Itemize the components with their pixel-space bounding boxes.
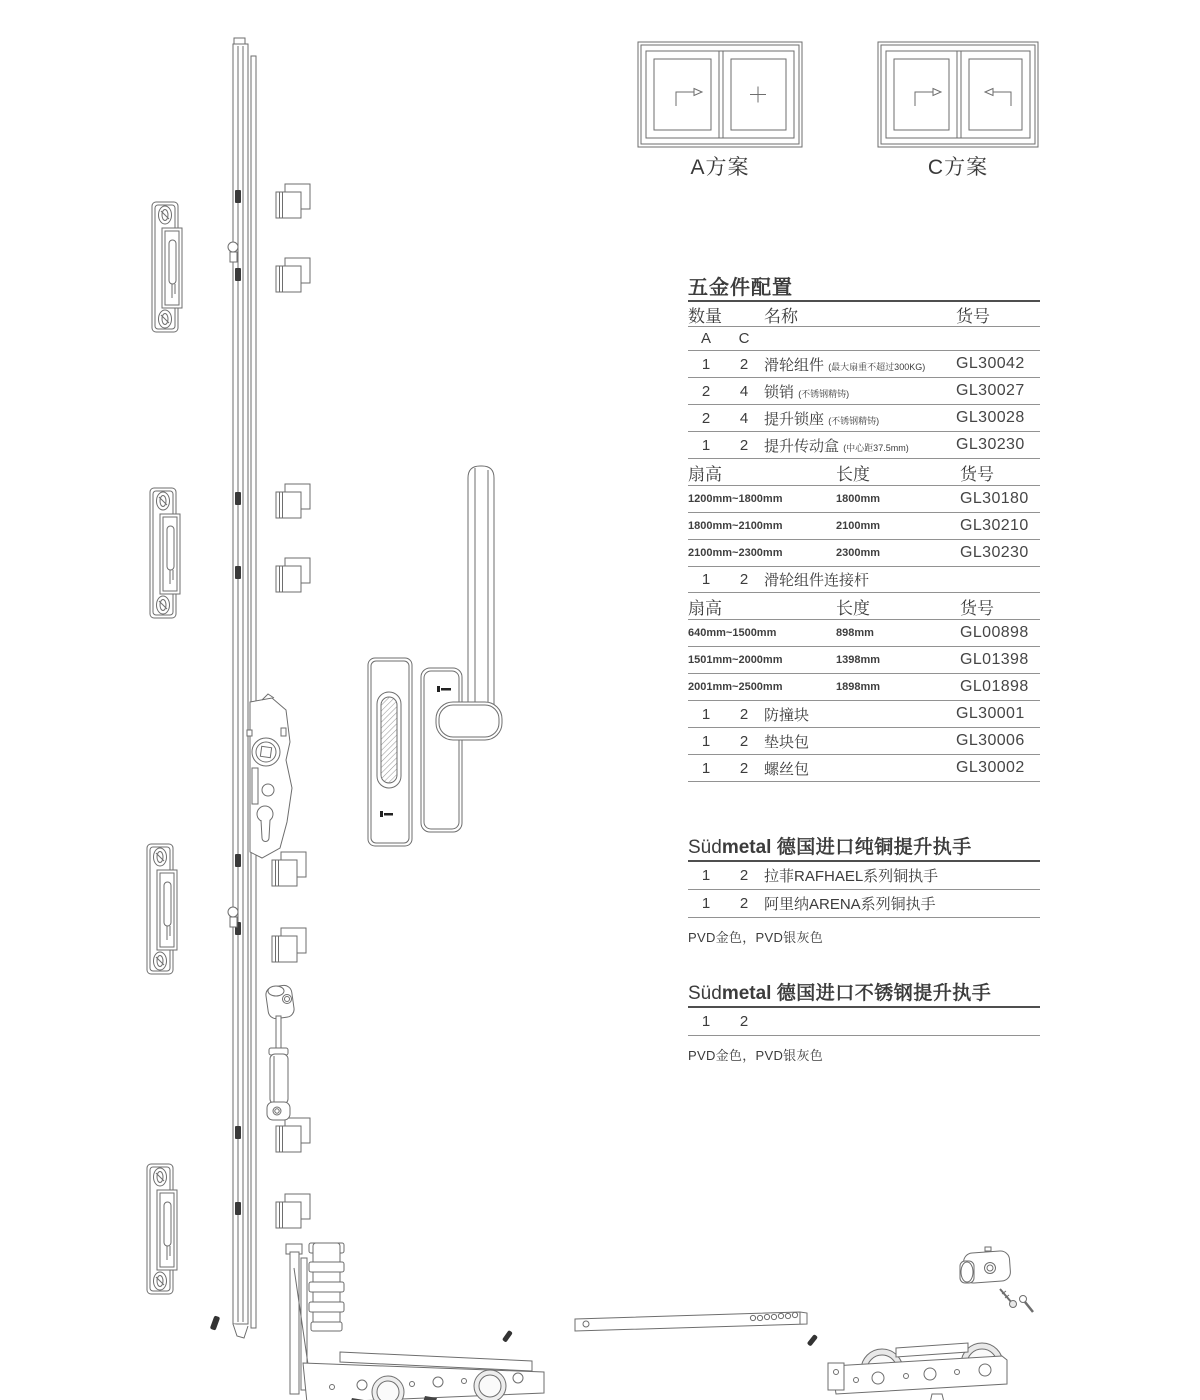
- table-row: [688, 405, 1040, 432]
- table-row: [688, 674, 1040, 701]
- part-code: GL01398: [960, 651, 1029, 668]
- qty-c: 2: [739, 759, 749, 777]
- lift-lock-seat-drawing: [276, 558, 310, 592]
- fan-height: 640mm~1500mm: [688, 627, 777, 639]
- lift-lock-seat-drawing: [276, 258, 310, 292]
- connector-bar-drawing: [575, 1312, 818, 1347]
- size-header-row: [688, 593, 1040, 620]
- length: 2300mm: [836, 547, 881, 559]
- table-row: [688, 862, 1040, 890]
- qty-a: 2: [701, 382, 711, 400]
- part-code: GL30001: [956, 705, 1025, 722]
- part-code: GL30210: [960, 517, 1029, 534]
- lift-lock-seat-drawing: [276, 1194, 310, 1228]
- stop-block-drawing: [960, 1247, 1017, 1308]
- qty-a: 1: [701, 355, 711, 373]
- brand-name: Süd: [688, 837, 722, 858]
- qty-a: 1: [701, 1013, 711, 1030]
- fan-height: 1501mm~2000mm: [688, 654, 783, 666]
- corner-drive-drawing: [210, 1243, 544, 1400]
- part-name: 垫块包: [764, 733, 810, 751]
- qty-a: 1: [701, 705, 711, 723]
- table-header-row: [688, 302, 1040, 327]
- qty-a: 1: [701, 436, 711, 454]
- qty-a: 2: [701, 409, 711, 427]
- keeper-plate-drawing: [152, 202, 182, 332]
- part-name: 拉菲RAFHAEL系列铜执手: [764, 868, 939, 885]
- hardware-config-table: [688, 276, 1040, 782]
- part-name: 螺丝包: [764, 760, 810, 778]
- scheme-c-label: C方案: [927, 156, 989, 179]
- qty-c: 2: [739, 355, 749, 373]
- col-fan-height: 扇高: [688, 464, 722, 484]
- brand-name: Süd: [688, 983, 722, 1004]
- steel-handle-section: [688, 982, 1040, 1064]
- table-row: [688, 701, 1040, 728]
- scheme-columns-row: [688, 327, 1040, 351]
- part-name: 滑轮组件连接杆: [764, 572, 870, 589]
- part-note: (不锈钢精铸): [828, 415, 880, 426]
- part-code: GL30230: [956, 436, 1025, 453]
- lift-rail-drawing: [228, 38, 256, 1338]
- qty-c: 2: [739, 1013, 749, 1030]
- qty-c: 2: [739, 895, 749, 912]
- part-code: GL30230: [960, 544, 1029, 561]
- part-note: (中心距37.5mm): [843, 442, 909, 453]
- qty-a: 1: [701, 571, 711, 588]
- table-title: 五金件配置: [688, 276, 1040, 302]
- size-header-row: [688, 459, 1040, 486]
- qty-a: 1: [701, 895, 711, 912]
- lift-lock-seat-drawing: [272, 928, 306, 962]
- lift-rod-drawing: [265, 984, 295, 1120]
- table-row: [688, 351, 1040, 378]
- table-row: [688, 540, 1040, 567]
- qty-c: 2: [739, 436, 749, 454]
- table-row: [688, 647, 1040, 674]
- part-code: GL30027: [956, 382, 1025, 399]
- col-qty: 数量: [688, 307, 722, 326]
- fan-height: 2001mm~2500mm: [688, 681, 783, 693]
- qty-a: 1: [701, 732, 711, 750]
- keeper-plate-drawing: [147, 1164, 177, 1294]
- window-diagram-c: [878, 42, 1038, 147]
- flush-pull-drawing: [368, 658, 412, 846]
- drive-gearbox-drawing: [247, 694, 292, 858]
- brass-handle-section: [688, 836, 1040, 946]
- lift-lock-seat-drawing: [276, 184, 310, 218]
- fan-height: 1800mm~2100mm: [688, 520, 783, 532]
- keeper-plate-drawing: [150, 488, 180, 618]
- table-row: [688, 513, 1040, 540]
- part-name: 滑轮组件: [764, 356, 825, 374]
- scheme-c-col: C: [738, 330, 750, 347]
- table-row: [688, 378, 1040, 405]
- col-length: 长度: [836, 464, 870, 484]
- qty-c: 4: [739, 409, 749, 427]
- part-name: 阿里纳ARENA系列铜执手: [764, 896, 936, 913]
- lift-lock-seat-drawing: [276, 1118, 310, 1152]
- col-code: 货号: [956, 307, 990, 326]
- part-code: GL00898: [960, 624, 1029, 641]
- qty-c: 4: [739, 382, 749, 400]
- part-code: GL30006: [956, 732, 1025, 749]
- qty-c: 2: [739, 867, 749, 884]
- col-code: 货号: [960, 464, 994, 484]
- part-code: GL01898: [960, 678, 1029, 695]
- length: 2100mm: [836, 520, 881, 532]
- finish-note: PVD金色，PVD银灰色: [688, 930, 824, 945]
- screw-drawing: [1000, 1289, 1017, 1308]
- fan-height: 1200mm~1800mm: [688, 493, 783, 505]
- qty-a: 1: [701, 867, 711, 884]
- scheme-a-label: A方案: [690, 156, 750, 179]
- keeper-plate-drawing: [147, 844, 177, 974]
- part-name: 锁销: [764, 383, 795, 401]
- table-row: [688, 567, 1040, 593]
- length: 1800mm: [836, 493, 881, 505]
- part-code: GL30002: [956, 759, 1025, 776]
- table-row: [688, 432, 1040, 459]
- qty-a: 1: [701, 759, 711, 777]
- window-diagram-a: [638, 42, 802, 147]
- length: 898mm: [836, 627, 874, 639]
- part-name: 提升传动盒: [764, 437, 840, 455]
- table-row: [688, 890, 1040, 918]
- part-name: 防撞块: [764, 706, 810, 724]
- part-name: 提升锁座: [764, 410, 825, 428]
- part-note: (最大扇重不超过300KG): [828, 361, 926, 372]
- col-name: 名称: [764, 307, 798, 326]
- lift-lock-seat-drawing: [276, 484, 310, 518]
- scheme-a-col: A: [700, 330, 711, 347]
- qty-c: 2: [739, 571, 749, 588]
- lift-handle-drawing: [421, 466, 502, 832]
- qty-c: 2: [739, 732, 749, 750]
- section-title: Südmetal 德国进口纯铜提升执手: [688, 836, 1040, 862]
- lift-lock-seat-drawing: [272, 852, 306, 886]
- table-row: [688, 620, 1040, 647]
- part-code: GL30180: [960, 490, 1029, 507]
- table-row: [688, 486, 1040, 513]
- col-code: 货号: [960, 598, 994, 618]
- qty-c: 2: [739, 705, 749, 723]
- section-title: Südmetal 德国进口不锈钢提升执手: [688, 982, 1040, 1008]
- finish-note: PVD金色，PVD银灰色: [688, 1048, 824, 1063]
- length: 1398mm: [836, 654, 881, 666]
- table-row: [688, 1008, 1040, 1036]
- part-code: GL30042: [956, 355, 1025, 372]
- part-code: GL30028: [956, 409, 1025, 426]
- col-fan-height: 扇高: [688, 598, 722, 618]
- length: 1898mm: [836, 681, 881, 693]
- table-row: [688, 755, 1040, 782]
- table-row: [688, 728, 1040, 755]
- fan-height: 2100mm~2300mm: [688, 547, 783, 559]
- col-length: 长度: [836, 598, 870, 618]
- tandem-roller-drawing: [828, 1296, 1033, 1400]
- part-note: (不锈钢精铸): [798, 388, 850, 399]
